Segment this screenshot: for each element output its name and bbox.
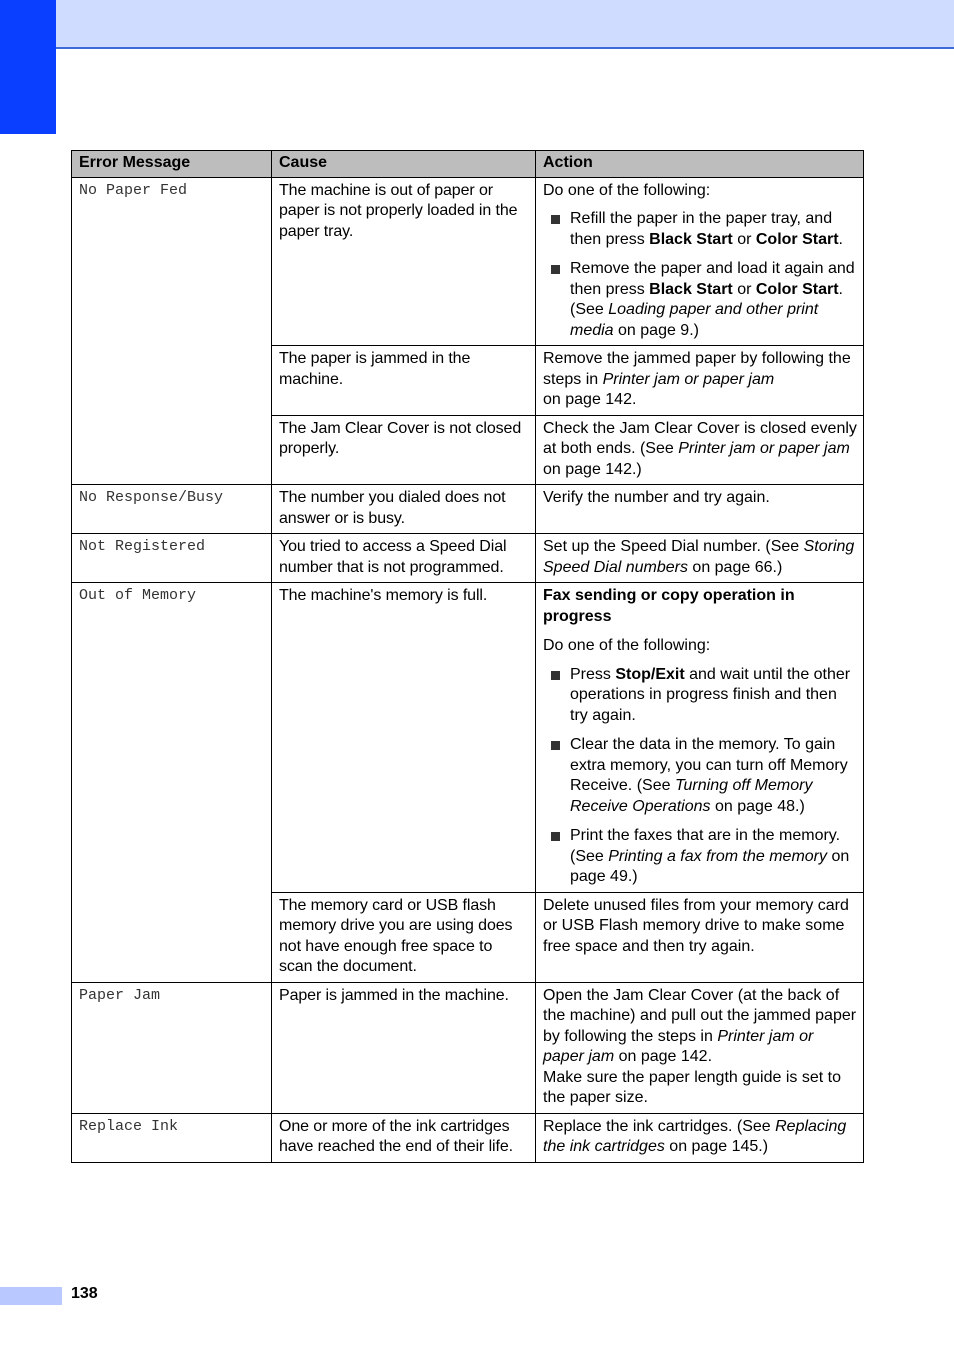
action-bullet: Refill the paper in the paper tray, and then press Black Start or Color Start. [570,209,857,250]
action-text: Make sure the paper length guide is set to the paper size. [543,1068,841,1106]
error-message: Out of Memory [72,583,272,983]
error-messages-table [71,150,864,1163]
error-message: Replace Ink [72,1113,272,1162]
action-cell: Delete unused files from your memory card or USB Flash memory drive to make some free space and then try again. [536,892,864,982]
header-error-message: Error Message [72,151,272,178]
table-row [72,583,864,893]
table-row [72,177,864,346]
page-number-bar [0,1287,62,1305]
page-number: 138 [71,1285,98,1302]
action-cell [536,583,864,893]
table-header-row [72,151,864,178]
action-bullet: Print the faxes that are in the memory. (See Printing a fax from the memory on page 49.) [570,826,857,888]
action-cell: Set up the Speed Dial number. (See Storing Speed Dial numbers on page 66.) [536,534,864,583]
action-bullet: Press Stop/Exit and wait until the other operations in progress finish and then try again. [570,665,857,727]
cause-cell: The Jam Clear Cover is not closed properly. [272,415,536,485]
cause-cell: The memory card or USB flash memory drive you are using does not have enough free space to scan the document. [272,892,536,982]
action-cell: Verify the number and try again. [536,485,864,534]
cause-cell: The machine's memory is full. [272,583,536,893]
action-cell: Replace the ink cartridges. (See Replacing the ink cartridges on page 145.) [536,1113,864,1162]
action-bullet: Remove the paper and load it again and then press Black Start or Color Start. (See Loading paper and other print media on page 9.) [570,259,857,341]
error-message: No Response/Busy [72,485,272,534]
action-heading: Fax sending or copy operation in progress [543,587,795,625]
action-intro: Do one of the following: [543,181,711,199]
error-message: Not Registered [72,534,272,583]
table-row [72,1113,864,1162]
header-band [0,0,954,49]
action-cell: Check the Jam Clear Cover is closed evenly at both ends. (See Printer jam or paper jam on page 142.) [536,415,864,485]
action-cell [536,177,864,346]
cause-cell: The machine is out of paper or paper is not properly loaded in the paper tray. [272,177,536,346]
error-message: No Paper Fed [72,177,272,485]
action-bullet: Clear the data in the memory. To gain extra memory, you can turn off Memory Receive. (See Turning off Memory Receive Operations on page 48.) [570,735,857,817]
header-action: Action [536,151,864,178]
cause-cell: You tried to access a Speed Dial number that is not programmed. [272,534,536,583]
cause-cell: The number you dialed does not answer or is busy. [272,485,536,534]
action-intro: Do one of the following: [543,637,711,654]
table-row [72,485,864,534]
cause-cell: One or more of the ink cartridges have reached the end of their life. [272,1113,536,1162]
header-cause: Cause [272,151,536,178]
table-row [72,982,864,1113]
cause-cell: Paper is jammed in the machine. [272,982,536,1113]
action-cell [536,982,864,1113]
cause-cell: The paper is jammed in the machine. [272,346,536,416]
chapter-tab [0,0,56,134]
action-cell: Remove the jammed paper by following the steps in Printer jam or paper jam on page 142. [536,346,864,416]
action-text: Open the Jam Clear Cover (at the back of the machine) and pull out the jammed paper by following the steps in Printer jam or paper jam on page 142. [543,986,857,1065]
error-message: Paper Jam [72,982,272,1113]
table-row [72,534,864,583]
